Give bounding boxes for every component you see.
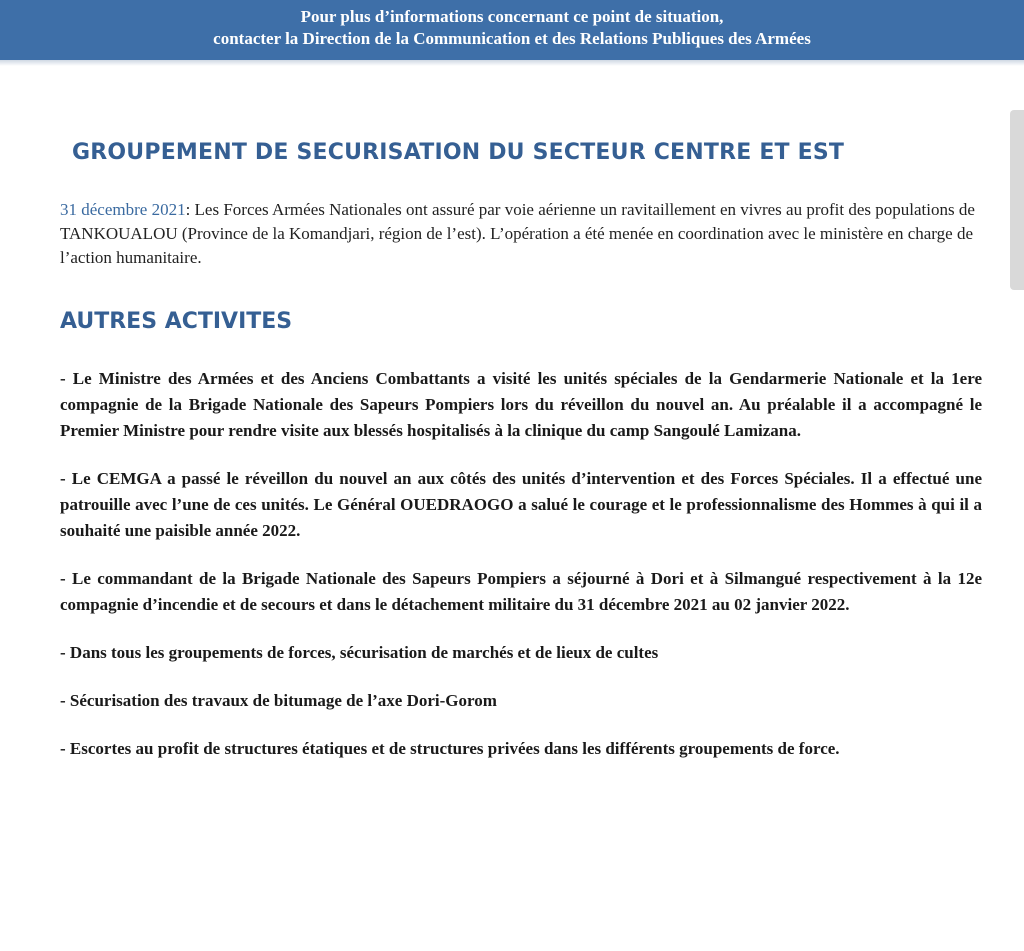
list-item: - Le commandant de la Brigade Nationale des Sapeurs Pompiers a séjourné à Dori et à Silmangué respectivement à la 12e compagnie d’incendie et de secours et dans le détachement militaire du 31 décembre 2021 au 02 janvier 2022.: [60, 569, 982, 614]
activities-list: [60, 366, 982, 784]
scrollbar-thumb[interactable]: [1010, 110, 1024, 290]
banner-line-1: Pour plus d’informations concernant ce point de situation,: [300, 7, 724, 26]
banner-line-2: contacter la Direction de la Communication et des Relations Publiques des Armées: [213, 29, 811, 48]
list-item: - Sécurisation des travaux de bitumage de l’axe Dori-Gorom: [60, 691, 497, 710]
banner-shadow: [0, 60, 1024, 66]
list-item: - Le CEMGA a passé le réveillon du nouvel an aux côtés des unités d’intervention et des Forces Spéciales. Il a effectué une patrouille avec l’une de ces unités. Le Général OUEDRAOGO a salué le courage et le professionnalisme des Hommes à qui il a souhaité une paisible année 2022.: [60, 469, 982, 540]
list-item: - Le Ministre des Armées et des Anciens Combattants a visité les unités spéciales de la Gendarmerie Nationale et la 1ere compagnie de la Brigade Nationale des Sapeurs Pompiers lors du réveillon du nouvel an. Au préalable il a accompagné le Premier Ministre pour rendre visite aux blessés hospitalisés à la clinique du camp Sangoulé Lamizana.: [60, 369, 982, 440]
intro-text: : Les Forces Armées Nationales ont assuré par voie aérienne un ravitaillement en vivres au profit des populations de TANKOUALOU (Province de la Komandjari, région de l’est). L’opération a été menée en coordination avec le ministère en charge de l’action humanitaire.: [60, 200, 975, 267]
contact-banner: [0, 0, 1024, 60]
intro-paragraph: [60, 198, 980, 270]
list-item: - Escortes au profit de structures étatiques et de structures privées dans les différents groupements de force.: [60, 739, 840, 758]
intro-date: 31 décembre 2021: [60, 200, 186, 219]
section-title-securisation: GROUPEMENT DE SECURISATION DU SECTEUR CENTRE ET EST: [72, 140, 845, 165]
list-item: - Dans tous les groupements de forces, sécurisation de marchés et de lieux de cultes: [60, 643, 659, 662]
section-title-autres-activites: AUTRES ACTIVITES: [60, 309, 293, 334]
